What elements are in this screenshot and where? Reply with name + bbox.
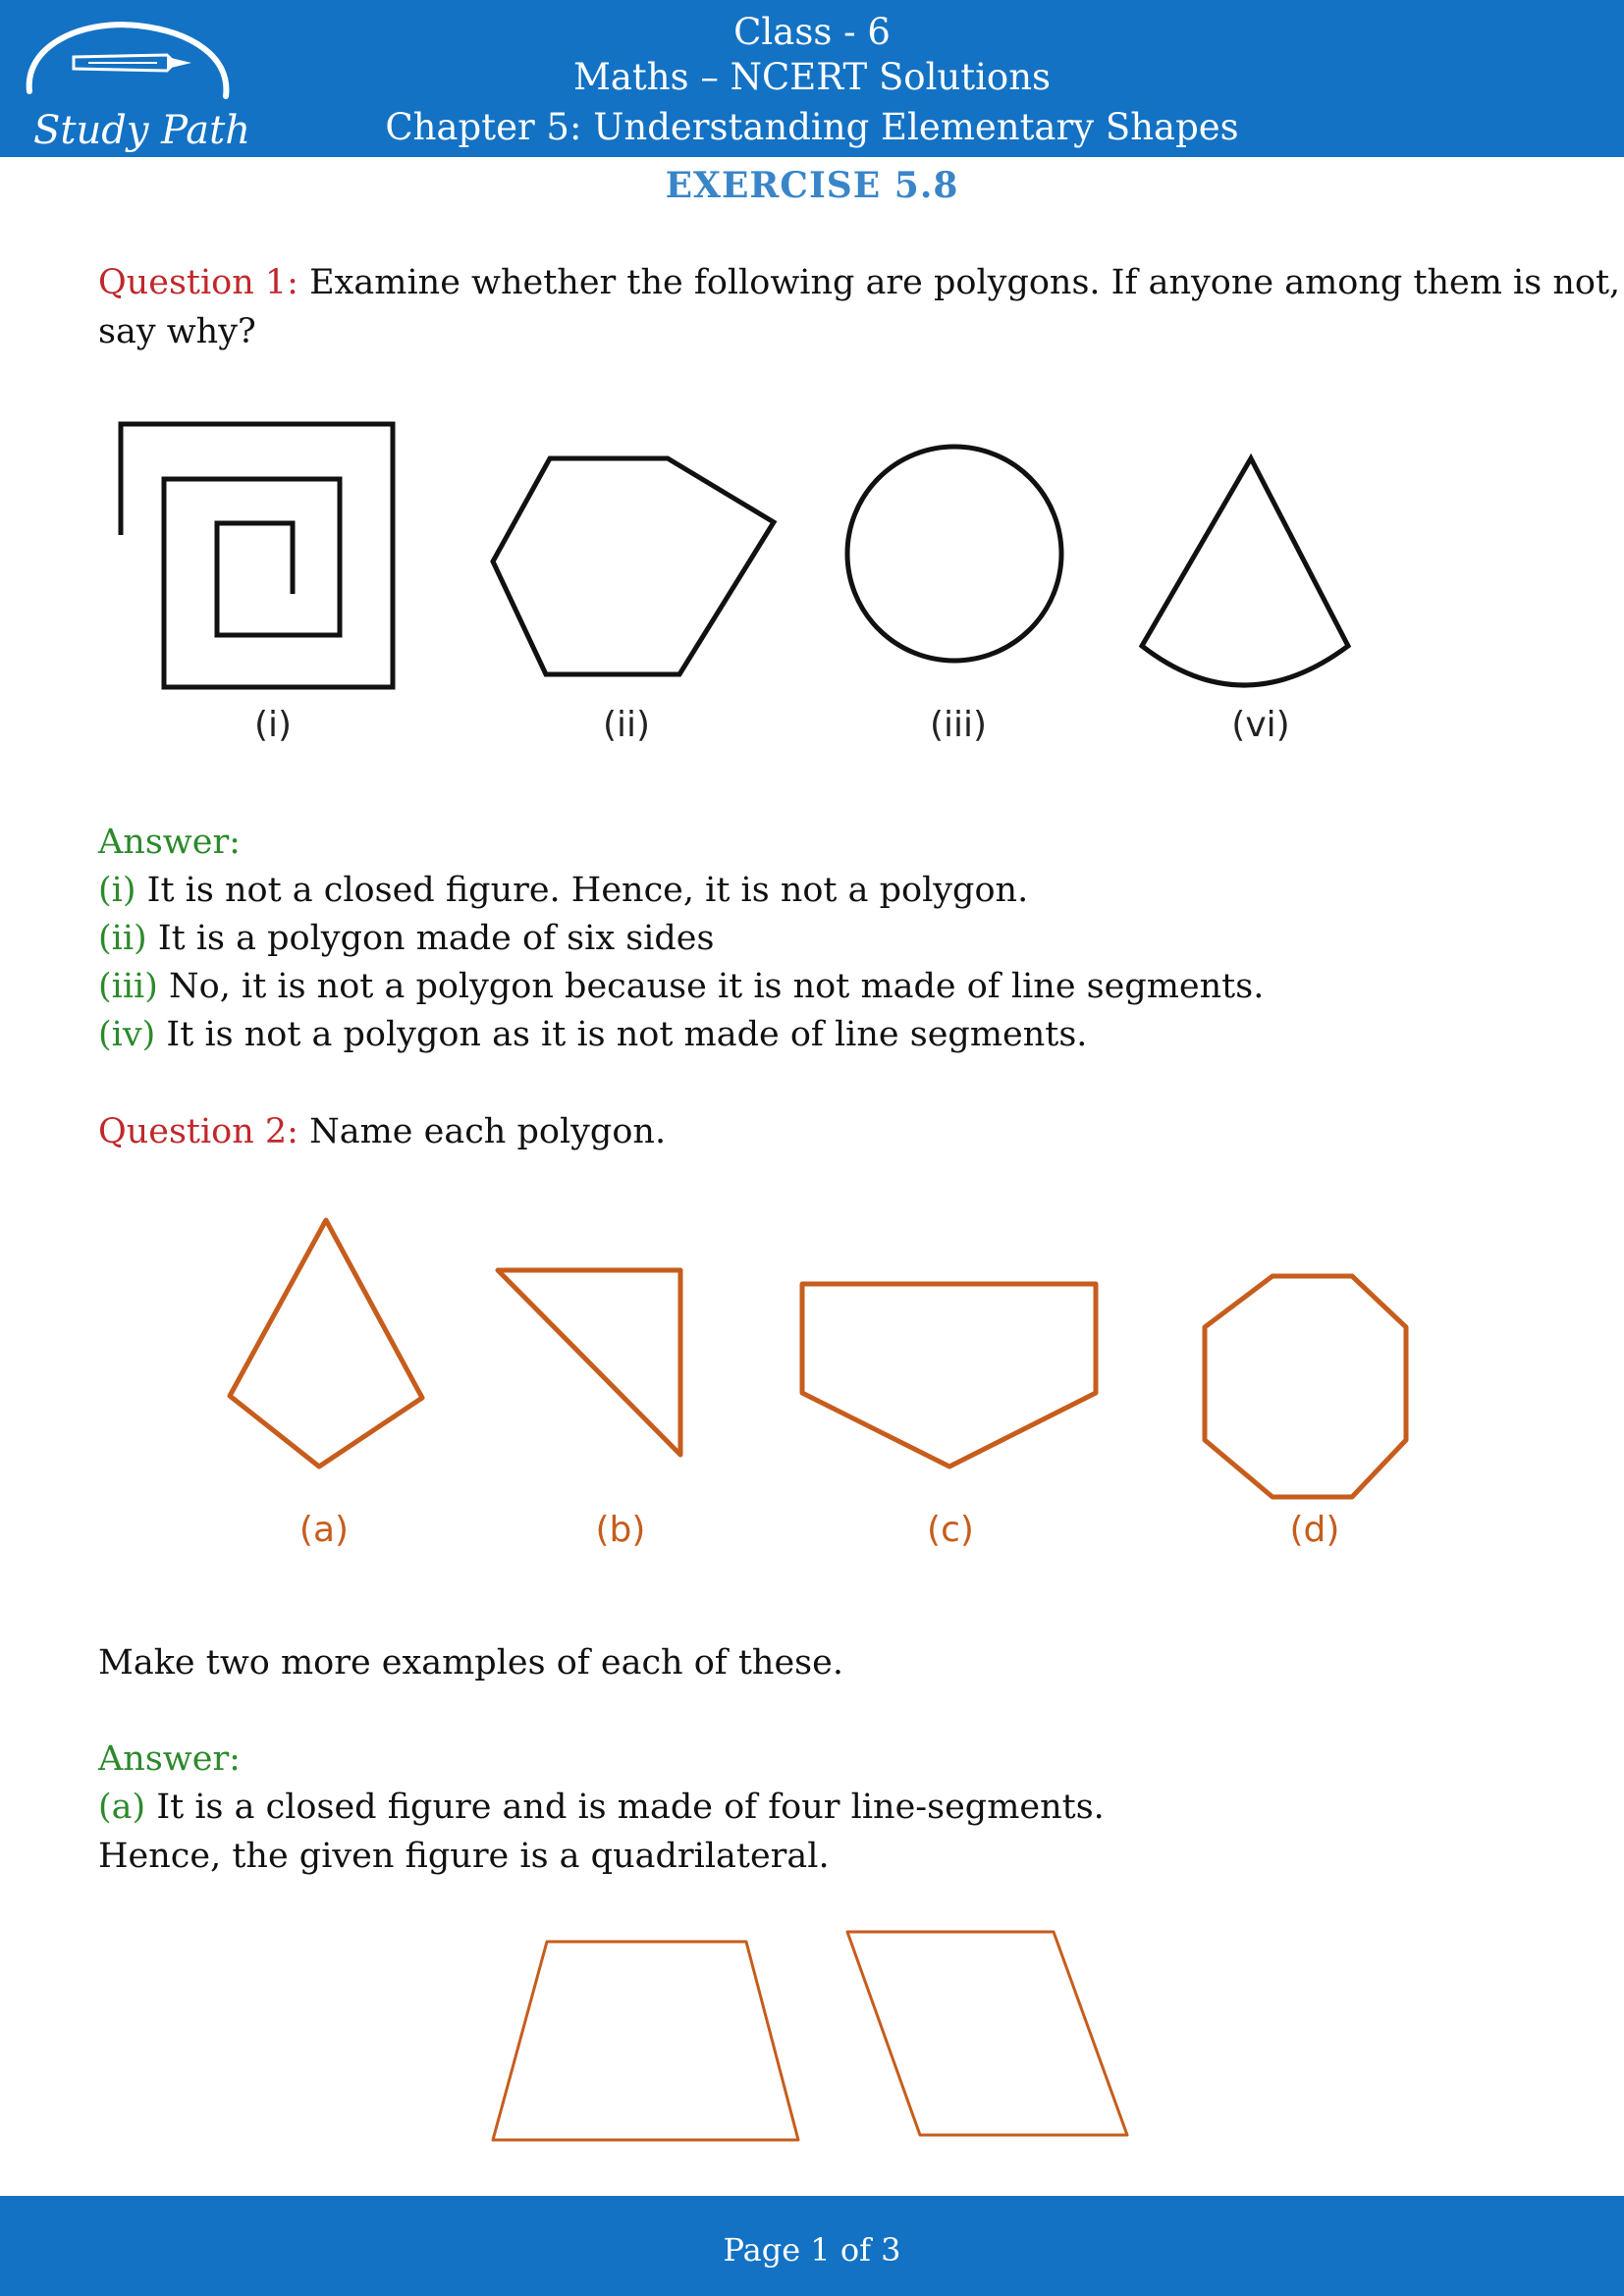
- class-line: Class - 6: [733, 11, 891, 53]
- question-2-followup: Make two more examples of each of these.: [98, 1643, 843, 1682]
- answer-1-item-number: (i): [98, 871, 136, 910]
- page-number: Page 1 of 3: [723, 2231, 901, 2269]
- figure-label-a: (a): [298, 1510, 350, 1550]
- figure-label-i: (i): [253, 705, 293, 745]
- answer-1-item-text: No, it is not a polygon because it is not made of line segments.: [169, 967, 1265, 1006]
- figure-label-iii: (iii): [929, 705, 988, 745]
- answer-1-item-number: (iii): [98, 967, 158, 1006]
- example-parallelogram: [847, 1932, 1127, 2135]
- figure-label-c: (c): [927, 1510, 974, 1550]
- question-1-line-2: say why?: [98, 312, 256, 351]
- question-2-text: Name each polygon.: [309, 1112, 667, 1151]
- figure-label-ii: (ii): [602, 705, 651, 745]
- answer-1-item-text: It is a polygon made of six sides: [157, 919, 715, 958]
- answer-2-item-number: (a): [98, 1788, 146, 1827]
- logo-text: Study Path: [33, 108, 250, 153]
- figure-octagon: [1205, 1276, 1406, 1497]
- answer-1-item-number: (iv): [98, 1015, 156, 1054]
- example-trapezium: [493, 1942, 798, 2140]
- answer-1-item-number: (ii): [98, 919, 147, 958]
- question-2-label: Question 2:: [98, 1112, 298, 1151]
- figure-kite: [230, 1220, 422, 1467]
- figure-label-b: (b): [595, 1510, 646, 1550]
- answer-2-item-text: It is a closed figure and is made of four line-segments.: [156, 1788, 1105, 1827]
- answer-1-item-text: It is not a closed figure. Hence, it is not a polygon.: [146, 871, 1029, 910]
- figure-label-vi: (vi): [1231, 705, 1290, 745]
- figure-triangle: [498, 1270, 680, 1455]
- answer-1-label: Answer:: [98, 823, 241, 862]
- question-1-text: Examine whether the following are polygons. If anyone among them is not,: [309, 263, 1621, 302]
- answer-2-item: [98, 1783, 1105, 1832]
- answer-1-item-text: It is not a polygon as it is not made of line segments.: [166, 1015, 1088, 1054]
- subject-line: Maths – NCERT Solutions: [572, 56, 1052, 98]
- answer-2-label: Answer:: [98, 1739, 241, 1779]
- question-1-label: Question 1:: [98, 263, 298, 302]
- answer-2-conclusion: Hence, the given figure is a quadrilateral.: [98, 1837, 830, 1876]
- chapter-line: Chapter 5: Understanding Elementary Shapes: [385, 106, 1239, 148]
- figure-label-d: (d): [1289, 1510, 1340, 1550]
- exercise-title: EXERCISE 5.8: [665, 165, 959, 206]
- page-footer: [0, 2196, 1624, 2296]
- figure-pentagon: [802, 1284, 1096, 1467]
